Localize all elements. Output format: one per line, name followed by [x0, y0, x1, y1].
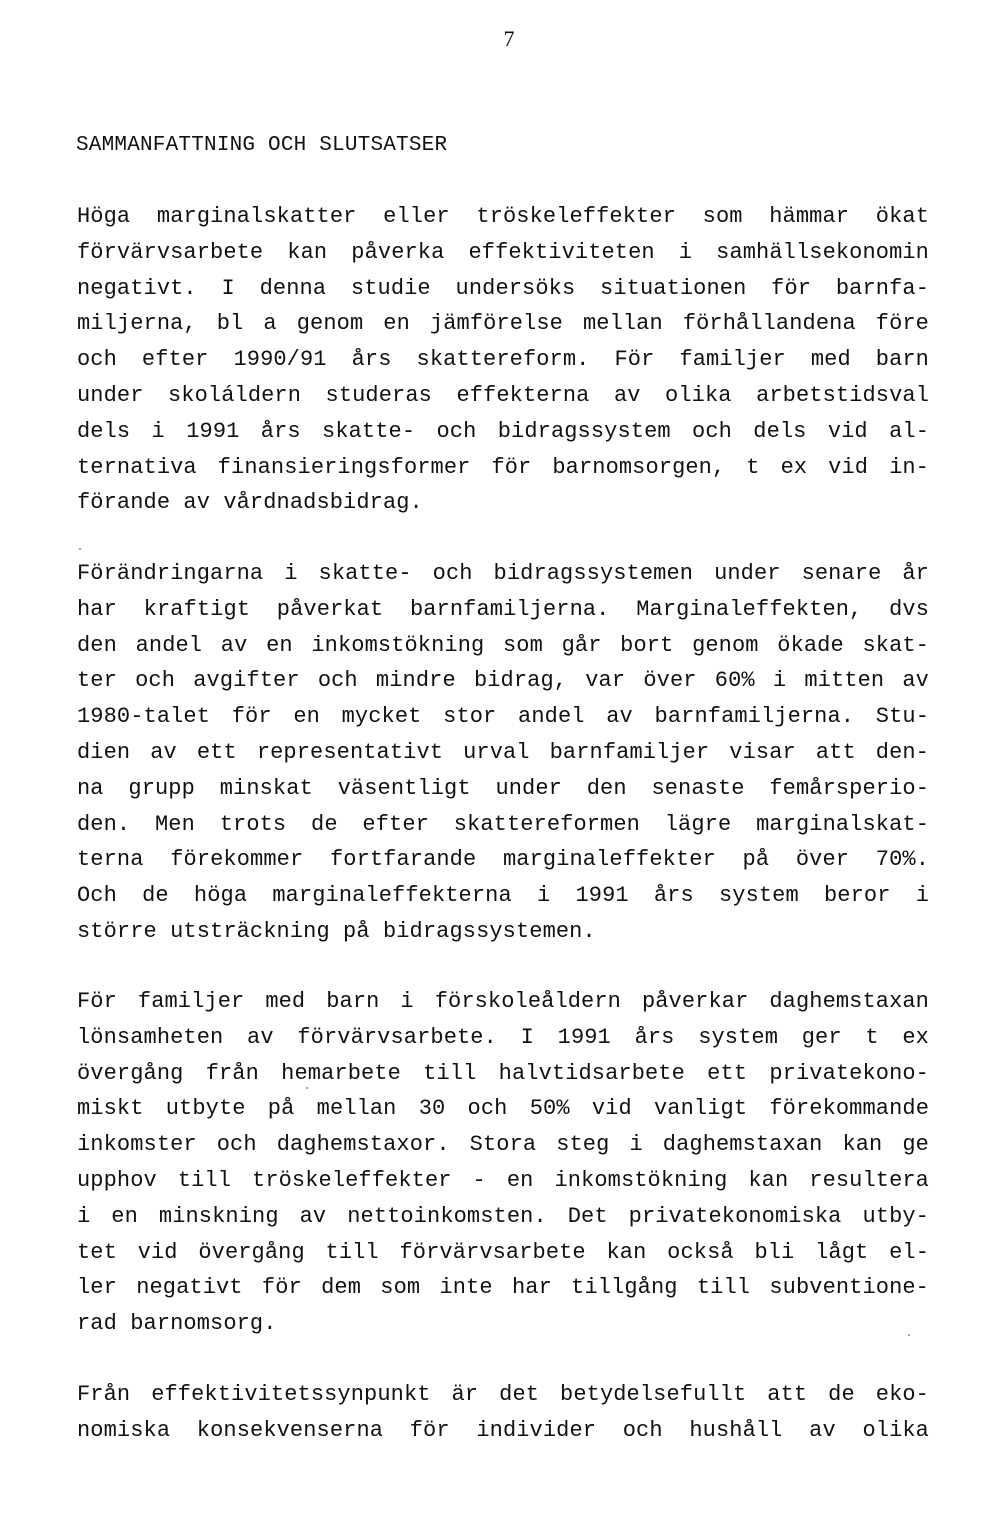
- text-line: tet vid övergång till förvärvsarbete kan också bli lågt el-: [77, 1239, 929, 1265]
- text-line: upphov till tröskeleffekter - en inkomstökning kan resultera: [77, 1167, 929, 1193]
- scan-speck: [306, 1087, 308, 1089]
- text-line: miskt utbyte på mellan 30 och 50% vid vanligt förekommande: [77, 1096, 929, 1122]
- text-line: ter och avgifter och mindre bidrag, var över 60% i mitten av: [77, 668, 929, 694]
- section-heading: SAMMANFATTNING OCH SLUTSATSER: [76, 134, 448, 157]
- text-line: Höga marginalskatter eller tröskeleffekter som hämmar ökat: [77, 204, 929, 229]
- text-line: na grupp minskat väsentligt under den senaste femårsperio-: [77, 775, 929, 801]
- scan-speck: [79, 548, 81, 550]
- text-line: och efter 1990/91 års skattereform. För familjer med barn: [77, 347, 929, 373]
- text-line: förande av vårdnadsbidrag.: [77, 490, 423, 516]
- paragraph-2: [77, 556, 929, 950]
- text-line: den andel av en inkomstökning som går bort genom ökade skat-: [77, 632, 929, 658]
- text-line: Förändringarna i skatte- och bidragssystemen under senare år: [77, 561, 929, 586]
- text-line: den. Men trots de efter skattereformen lägre marginalskat-: [77, 811, 929, 837]
- text-line: För familjer med barn i förskoleåldern påverkar daghemstaxan: [77, 989, 929, 1014]
- text-line: ler negativt för dem som inte har tillgång till subventione-: [77, 1275, 929, 1301]
- text-line: i en minskning av nettoinkomsten. Det privatekonomiska utby-: [77, 1203, 929, 1229]
- page-number: 7: [503, 26, 515, 51]
- text-line: under skoláldern studeras effekterna av olika arbetstidsval: [77, 382, 929, 408]
- text-line: inkomster och daghemstaxor. Stora steg i daghemstaxan kan ge: [77, 1132, 929, 1158]
- text-line: förvärvsarbete kan påverka effektiviteten i samhällsekonomin: [77, 239, 929, 265]
- paragraph-1: [77, 199, 929, 521]
- text-line: miljerna, bl a genom en jämförelse mellan förhållandena före: [77, 311, 929, 337]
- text-line: dien av ett representativt urval barnfamiljer visar att den-: [77, 739, 929, 765]
- text-line: rad barnomsorg.: [77, 1311, 277, 1337]
- text-line: ternativa finansieringsformer för barnomsorgen, t ex vid in-: [77, 454, 929, 480]
- text-line: Och de höga marginaleffekterna i 1991 års system beror i: [77, 883, 929, 909]
- text-line: nomiska konsekvenserna för individer och hushåll av olika: [77, 1417, 929, 1443]
- paragraph-3: [77, 984, 929, 1342]
- text-line: Från effektivitetssynpunkt är det betydelsefullt att de eko-: [77, 1382, 929, 1407]
- text-line: har kraftigt påverkat barnfamiljerna. Marginaleffekten, dvs: [77, 596, 929, 622]
- text-line: terna förekommer fortfarande marginaleffekter på över 70%.: [77, 847, 929, 873]
- text-line: större utsträckning på bidragssystemen.: [77, 918, 596, 944]
- scan-speck: [908, 1334, 910, 1336]
- paragraph-4: [77, 1377, 929, 1449]
- text-line: 1980-talet för en mycket stor andel av barnfamiljerna. Stu-: [77, 704, 929, 730]
- text-line: lönsamheten av förvärvsarbete. I 1991 års system ger t ex: [77, 1024, 929, 1050]
- text-line: övergång från hemarbete till halvtidsarbete ett privatekono-: [77, 1060, 929, 1086]
- text-line: dels i 1991 års skatte- och bidragssystem och dels vid al-: [77, 418, 929, 444]
- text-line: negativt. I denna studie undersöks situationen för barnfa-: [77, 275, 929, 301]
